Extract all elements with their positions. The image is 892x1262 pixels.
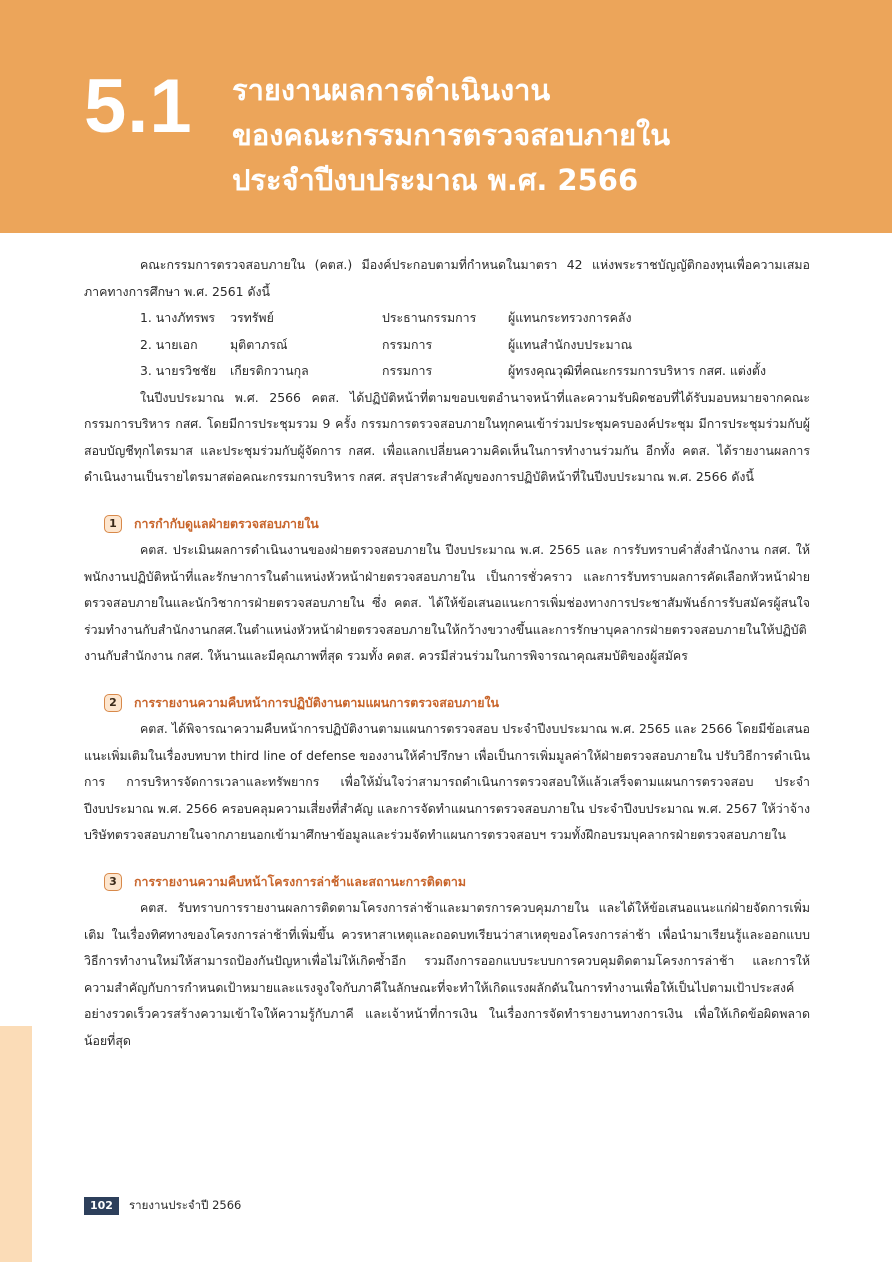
section-heading-3 bbox=[84, 869, 810, 896]
chapter-title bbox=[232, 68, 872, 203]
member-position: กรรมการ bbox=[382, 336, 433, 352]
section-title: การกำกับดูแลฝ่ายตรวจสอบภายใน bbox=[134, 515, 319, 531]
section-heading-2 bbox=[84, 690, 810, 717]
section-number-badge: 3 bbox=[104, 873, 122, 891]
section-heading-1 bbox=[84, 511, 810, 538]
member-surname: วรทรัพย์ bbox=[230, 310, 274, 325]
member-org: ผู้ทรงคุณวุฒิที่คณะกรรมการบริหาร กสศ. แต่งตั้ง bbox=[508, 363, 766, 378]
section-number-badge: 1 bbox=[104, 515, 122, 533]
member-name: 2. นายเอก bbox=[140, 336, 198, 352]
member-position: กรรมการ bbox=[382, 363, 433, 378]
member-org: ผู้แทนกระทรวงการคลัง bbox=[508, 310, 632, 325]
section-title: การรายงานความคืบหน้าการปฏิบัติงานตามแผนการตรวจสอบภายใน bbox=[134, 694, 499, 710]
member-position: ประธานกรรมการ bbox=[382, 310, 477, 325]
section-title: การรายงานความคืบหน้าโครงการล่าช้าและสถานะการติดตาม bbox=[134, 873, 467, 889]
member-surname: มุติตาภรณ์ bbox=[230, 336, 288, 352]
chapter-title-line-3: ประจำปีงบประมาณ พ.ศ. 2566 bbox=[232, 163, 639, 197]
section-body: คตส. รับทราบการรายงานผลการติดตามโครงการล่าช้าและมาตรการควบคุมภายใน และได้ให้ข้อเสนอแนะแก่ฝ่ายจัดการเพิ่มเติม ในเรื่องทิศทางของโครงการล่าช้าที่เพิ่มขึ้น ควรหาสาเหตุและถอดบทเรียนว่าสาเหตุของโครงการล่าช้า เพื่อนำมาเรียนรู้และออกแบบวิธีการทำงานใหม่ให้สามารถป้องกันปัญหาเพื่อไม่ให้เกิดซ้ำอีก รวมถึงการออกแบบระบบการควบคุมติดตามโครงการล่าช้า และการให้ความสำคัญกับการกำหนดเป้าหมายและแรงจูงใจกับภาคีในลักษณะที่จะทำให้เกิดแรงผลักดันในการทำงานเพื่อให้เป็นไปตามเป้าประสงค์อย่างรวดเร็วควรสร้างความเข้าใจให้ความรู้กับภาคี และเจ้าหน้าที่การเงิน ในเรื่องการจัดทำรายงานทางการเงิน เพื่อให้เกิดข้อผิดพลาดน้อยที่สุด bbox=[84, 900, 810, 1048]
member-row bbox=[84, 332, 810, 359]
footer-report-title: รายงานประจำปี 2566 bbox=[128, 1198, 242, 1212]
section-body: คตส. ประเมินผลการดำเนินงานของฝ่ายตรวจสอบภายใน ปีงบประมาณ พ.ศ. 2565 และ การรับทราบคำสั่งสำนักงาน กสศ. ให้พนักงานปฏิบัติหน้าที่และรักษาการในตำแหน่งหัวหน้าฝ่ายตรวจสอบภายใน เป็นการชั่วคราว และการรับทราบผลการคัดเลือกหัวหน้าฝ่ายตรวจสอบภายในและนักวิชาการฝ่ายตรวจสอบภายใน ซึ่ง คตส. ได้ให้ข้อเสนอแนะการเพิ่มช่องทางการประชาสัมพันธ์การรับสมัครผู้สนใจร่วมทำงานกับสำนักงานกสศ.ในตำแหน่งหัวหน้าฝ่ายตรวจสอบภายในให้กว้างขวางขึ้นและการรักษาบุคลากรฝ่ายตรวจสอบภายในให้ปฏิบัติงานกับสำนักงาน กสศ. ให้นานและมีคุณภาพที่สุด รวมทั้ง คตส. ควรมีส่วนร่วมในการพิจารณาคุณสมบัติของผู้สมัคร bbox=[84, 542, 810, 663]
intro-paragraph: คณะกรรมการตรวจสอบภายใน (คตส.) มีองค์ประกอบตามที่กำหนดในมาตรา 42 แห่งพระราชบัญญัติกองทุนเพื่อความเสมอภาคทางการศึกษา พ.ศ. 2561 ดังนี้ bbox=[84, 257, 810, 299]
member-name: 3. นายรวิชชัย bbox=[140, 363, 217, 378]
side-decoration-tab bbox=[0, 1026, 32, 1262]
section-body: คตส. ได้พิจารณาความคืบหน้าการปฏิบัติงานตามแผนการตรวจสอบ ประจำปีงบประมาณ พ.ศ. 2565 และ 2566 โดยมีข้อเสนอแนะเพิ่มเติมในเรื่องบทบาท third line of defense ของงานให้คำปรึกษา เพื่อเป็นการเพิ่มมูลค่าให้ฝ่ายตรวจสอบภายใน ปรับวิธีการดำเนินการ การบริหารจัดการเวลาและทรัพยากร เพื่อให้มั่นใจว่าสามารถดำเนินการตรวจสอบให้แล้วเสร็จตามแผนการตรวจสอบ ประจำปีงบประมาณ พ.ศ. 2566 ครอบคลุมความเสี่ยงที่สำคัญ และการจัดทำแผนการตรวจสอบภายใน ประจำปีงบประมาณ พ.ศ. 2567 ให้ว่าจ้างบริษัทตรวจสอบภายในจากภายนอกเข้ามาศึกษาข้อมูลและร่วมจัดทำแผนการตรวจสอบฯ รวมทั้งฝึกอบรมบุคลากรฝ่ายตรวจสอบภายใน bbox=[84, 721, 810, 842]
chapter-header bbox=[0, 0, 892, 233]
section-number-badge: 2 bbox=[104, 694, 122, 712]
chapter-number: 5.1 bbox=[84, 64, 193, 149]
summary-paragraph: ในปีงบประมาณ พ.ศ. 2566 คตส. ได้ปฏิบัติหน้าที่ตามขอบเขตอำนาจหน้าที่และความรับผิดชอบที่ได้รับมอบหมายจากคณะกรรมการบริหาร กสศ. โดยมีการประชุมรวม 9 ครั้ง กรรมการตรวจสอบภายในทุกคนเข้าร่วมประชุมครบองค์ประชุม มีการประชุมร่วมกับผู้สอบบัญชีทุกไตรมาส และประชุมร่วมกับผู้จัดการ กสศ. เพื่อแลกเปลี่ยนความคิดเห็นในการทำงานร่วมกัน อีกทั้ง คตส. ได้รายงานผลการดำเนินงานเป็นรายไตรมาสต่อคณะกรรมการบริหาร กสศ. สรุปสาระสำคัญของการปฏิบัติหน้าที่ในปีงบประมาณ พ.ศ. 2566 ดังนี้ bbox=[84, 389, 810, 484]
page-footer bbox=[84, 1197, 241, 1215]
chapter-title-line-2: ของคณะกรรมการตรวจสอบภายใน bbox=[232, 118, 671, 152]
member-surname: เกียรติกวานกุล bbox=[230, 363, 309, 378]
member-list bbox=[84, 305, 810, 385]
page-number: 102 bbox=[84, 1197, 119, 1215]
member-row bbox=[84, 305, 810, 332]
chapter-title-line-1: รายงานผลการดำเนินงาน bbox=[232, 73, 551, 107]
main-content bbox=[84, 252, 810, 1054]
member-org: ผู้แทนสำนักงบประมาณ bbox=[508, 336, 633, 352]
member-row bbox=[84, 358, 810, 385]
member-name: 1. นางภัทรพร bbox=[140, 310, 216, 325]
